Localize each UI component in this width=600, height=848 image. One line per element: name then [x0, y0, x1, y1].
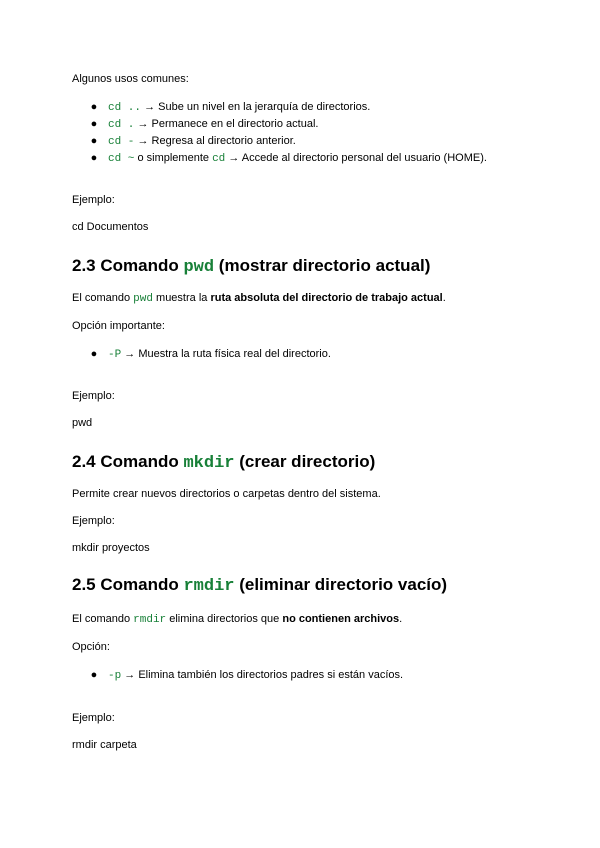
inline-code: cd ..: [108, 102, 142, 114]
section-heading: 2.4 Comando mkdir (crear directorio): [72, 452, 376, 473]
list-item-text: → Accede al directorio personal del usuario (HOME).: [225, 152, 487, 164]
section-heading: 2.3 Comando pwd (mostrar directorio actual): [72, 256, 431, 277]
bullet-icon: ●: [90, 152, 98, 164]
inline-code: pwd: [133, 293, 153, 305]
example-text: rmdir carpeta: [72, 739, 137, 751]
section-paragraph: Permite crear nuevos directorios o carpetas dentro del sistema.: [72, 488, 381, 500]
section-paragraph: El comando rmdir elimina directorios que no contienen archivos.: [72, 613, 403, 626]
bullet-icon: ●: [90, 118, 98, 130]
bullet-icon: ●: [90, 101, 98, 113]
list-item-text: → Regresa al directorio anterior.: [134, 135, 296, 147]
inline-code: -p: [108, 670, 122, 682]
list-item-text: → Sube un nivel en la jerarquía de directorios.: [141, 101, 371, 113]
example-label: Ejemplo:: [72, 712, 115, 724]
list-item-text: → Elimina también los directorios padres si están vacíos.: [121, 669, 404, 681]
list-item-text: o simplemente: [134, 152, 213, 164]
list-item-text: → Muestra la ruta física real del directorio.: [121, 348, 331, 360]
inline-code: cd .: [108, 119, 135, 131]
bold-text: no contienen archivos: [282, 613, 400, 625]
example-label: Ejemplo:: [72, 194, 115, 206]
bold-text: ruta absoluta del directorio de trabajo actual: [210, 292, 443, 304]
heading-code: mkdir: [183, 454, 235, 473]
example-text: pwd: [72, 417, 93, 429]
option-label: Opción:: [72, 641, 110, 653]
example-text: cd Documentos: [72, 221, 149, 233]
inline-code: -P: [108, 349, 122, 361]
inline-code: rmdir: [133, 614, 167, 626]
section-paragraph: El comando pwd muestra la ruta absoluta del directorio de trabajo actual.: [72, 292, 446, 305]
inline-code: cd ~: [108, 153, 135, 165]
heading-code: pwd: [183, 258, 215, 277]
bullet-icon: ●: [90, 348, 98, 360]
inline-code: cd: [212, 153, 226, 165]
example-label: Ejemplo:: [72, 515, 115, 527]
example-text: mkdir proyectos: [72, 542, 150, 554]
example-label: Ejemplo:: [72, 390, 115, 402]
heading-code: rmdir: [183, 577, 235, 596]
option-label: Opción importante:: [72, 320, 165, 332]
section-heading: 2.5 Comando rmdir (eliminar directorio vacío): [72, 575, 448, 596]
bullet-icon: ●: [90, 135, 98, 147]
bullet-icon: ●: [90, 669, 98, 681]
list-item-text: → Permanece en el directorio actual.: [134, 118, 319, 130]
inline-code: cd -: [108, 136, 135, 148]
intro-paragraph: Algunos usos comunes:: [72, 73, 189, 85]
